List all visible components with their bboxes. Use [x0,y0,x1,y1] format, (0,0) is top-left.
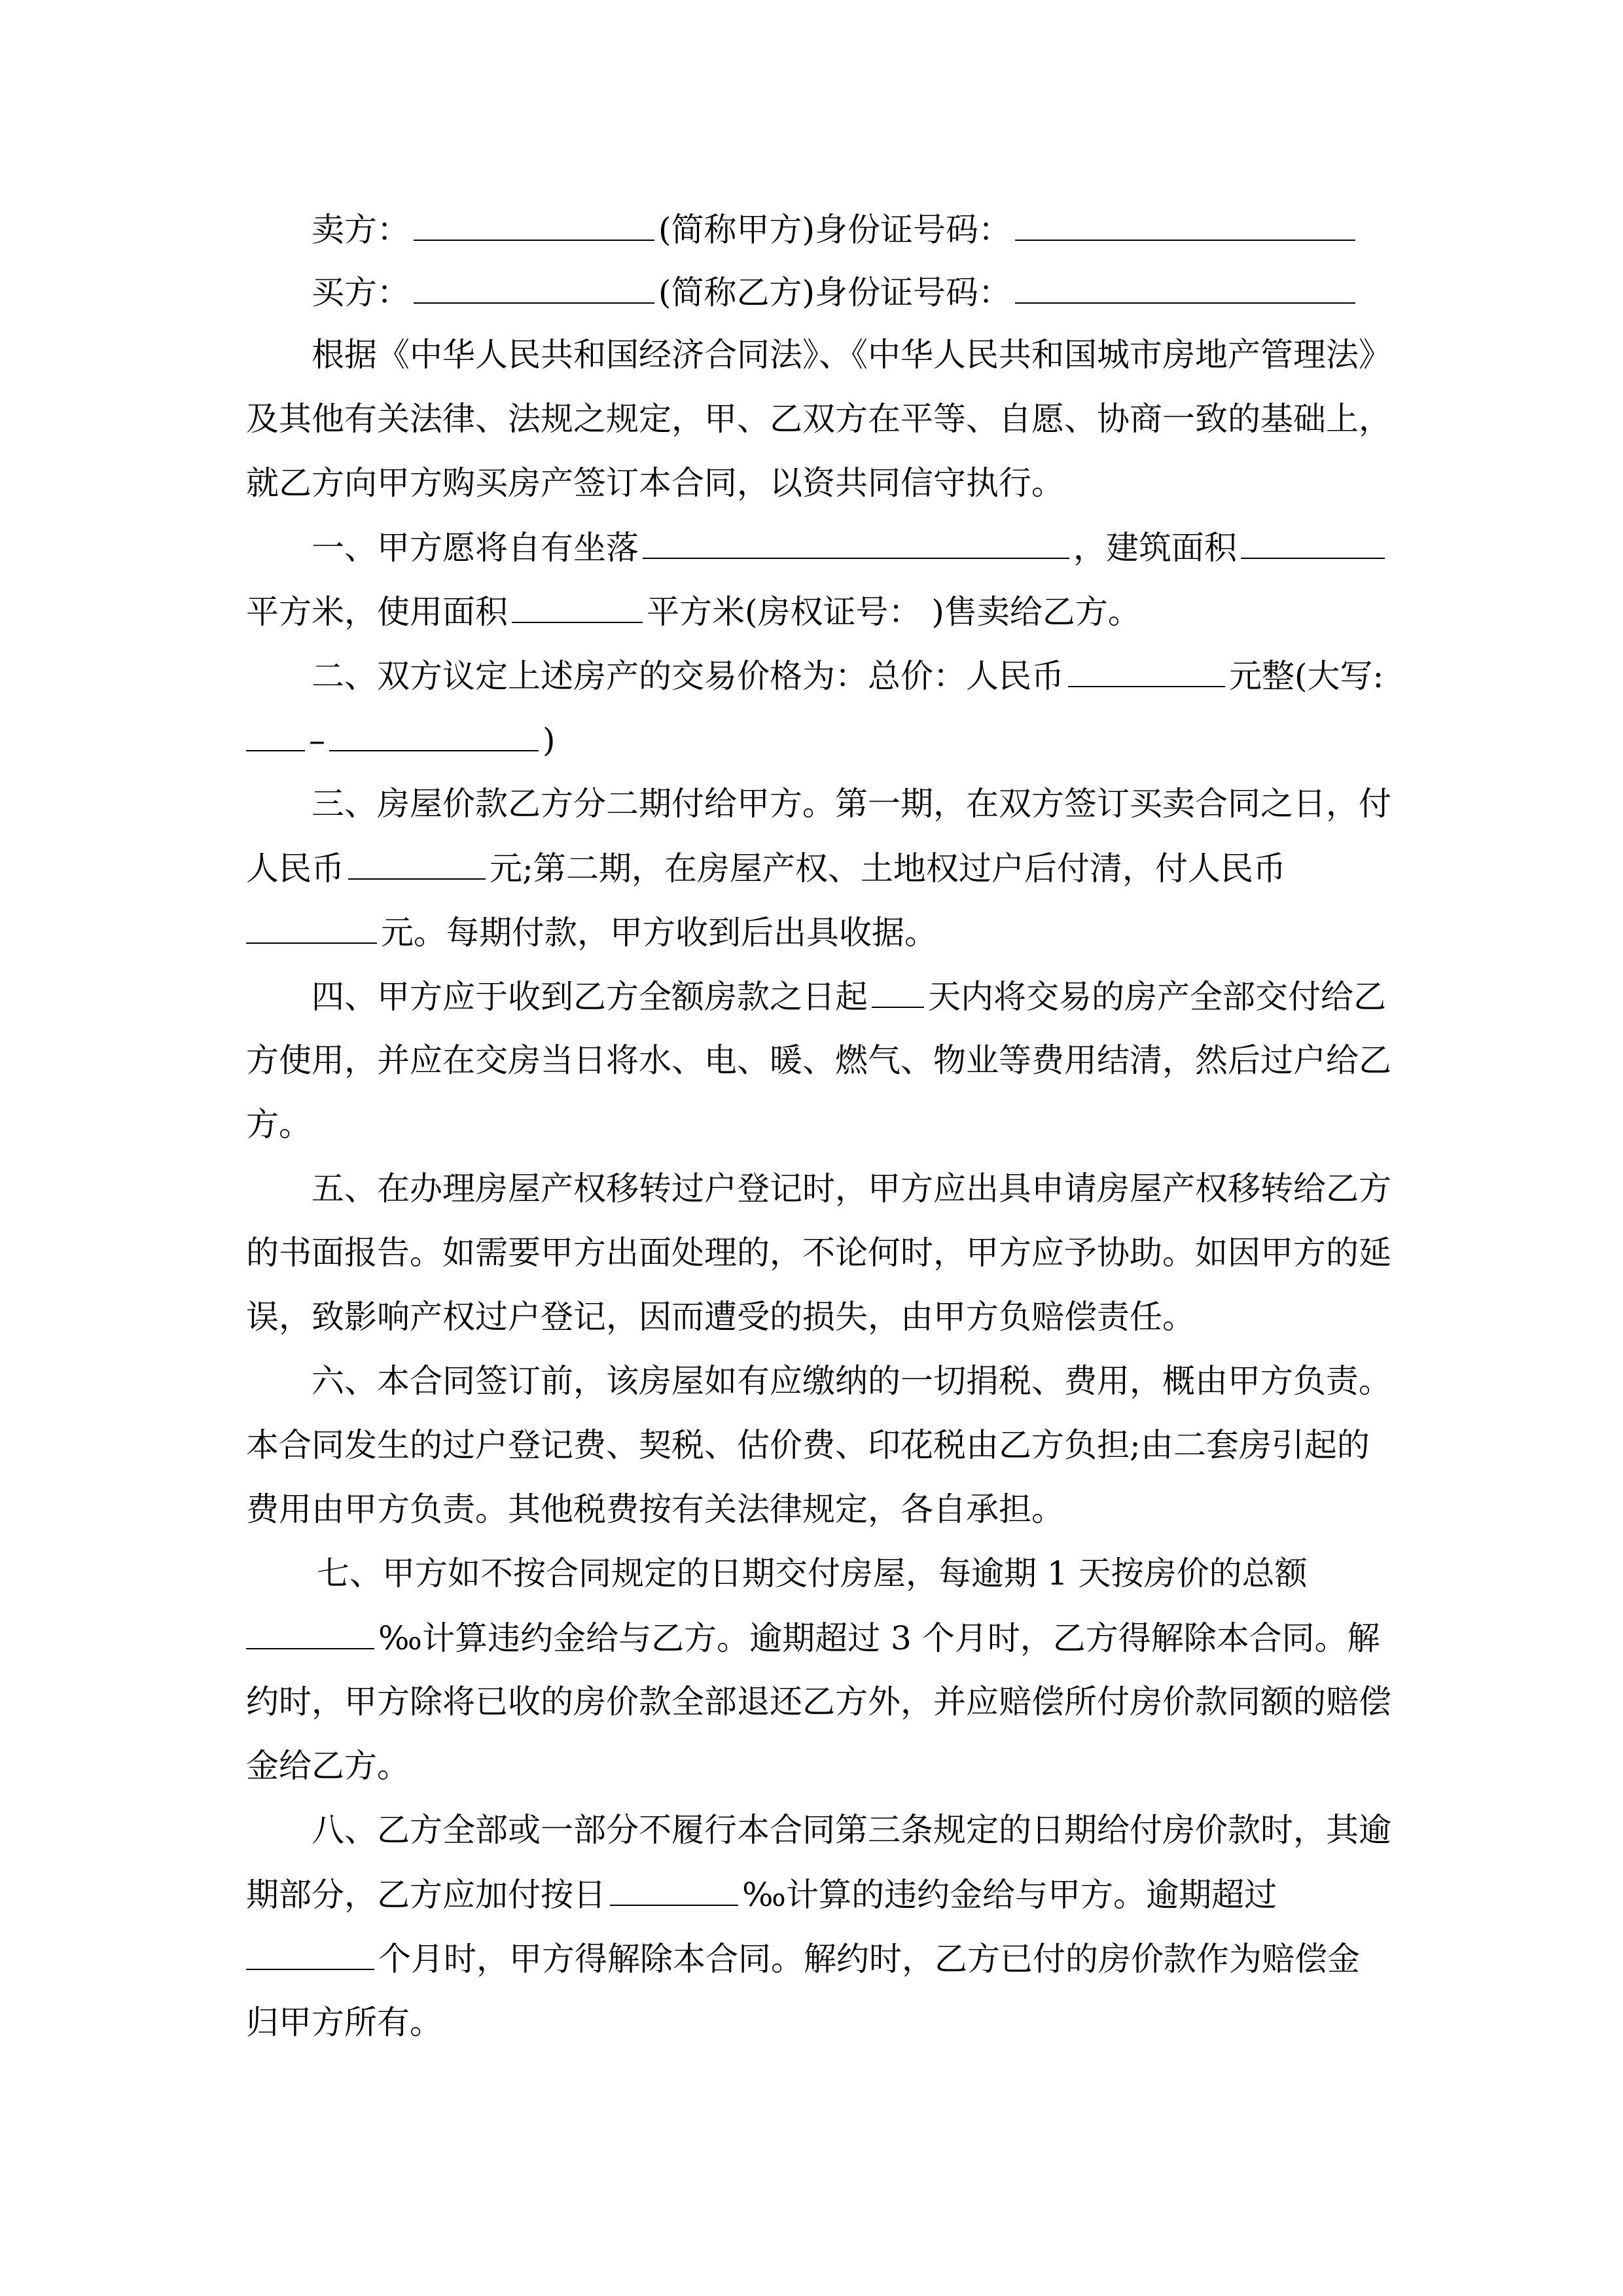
art7-line-4: 金给乙方。 [246,1747,410,1785]
buyer-name-blank[interactable] [414,272,654,304]
intro-line-1: 根据《中华人民共和国经济合同法》、《中华人民共和国城市房地产管理法》 [312,336,1391,374]
art8-line-4: 归甲方所有。 [246,2003,442,2041]
penalty-rate-blank[interactable] [246,1618,374,1649]
art5-line-2: 的书面报告。如需要甲方出面处理的，不论何时，甲方应予协助。如因甲方的延 [246,1234,1391,1272]
art3-line-1: 三、房屋价款乙方分二期付给甲方。第一期，在双方签订买卖合同之日，付 [312,785,1391,823]
art4-line-3: 方。 [246,1105,312,1143]
art8-text-c: 个月时，甲方得解除本合同。解约时，乙方已付的房价款作为赔偿金 [378,1940,1360,1978]
price-words-blank-2[interactable] [329,720,539,751]
art6-line-3: 费用由甲方负责。其他税费按有关法律规定，各自承担。 [246,1490,1064,1528]
first-payment-blank[interactable] [348,848,486,880]
art4-line-2: 方使用，并应在交房当日将水、电、暖、燃气、物业等费用结清，然后过户给乙 [246,1041,1391,1079]
art2-line-2 [246,720,556,759]
art7-line-1: 七、甲方如不按合同规定的日期交付房屋，每逾期 1 天按房价的总额 [317,1554,1308,1592]
seller-line [312,209,1359,249]
art8-line-3 [246,1939,1360,1978]
art2-text-a: 二、双方议定上述房产的交易价格为：总价：人民币 [312,657,1064,695]
location-blank[interactable] [643,528,1069,559]
art3-text-b: 元;第二期，在房屋产权、土地权过户后付清，付人民币 [490,850,1286,888]
art3-line-3 [246,912,937,952]
art7-line-3: 约时，甲方除将已收的房价款全部退还乙方外，并应赔偿所付房价款同额的赔偿 [246,1683,1391,1721]
seller-name-blank[interactable] [414,209,654,241]
usable-area-blank[interactable] [512,592,643,623]
overdue-months-blank[interactable] [246,1939,374,1970]
art7-text-b: ‰计算违约金给与乙方。逾期超过 3 个月时，乙方得解除本合同。解 [378,1619,1380,1657]
art1-text-d: 平方米(房权证号： )售卖给乙方。 [647,593,1141,631]
buyer-alias: (简称乙方)身份证号码： [658,274,1012,312]
art5-line-1: 五、在办理房屋产权移转过户登记时，甲方应出具申请房屋产权移转给乙方 [312,1170,1391,1208]
art7-line-2 [246,1618,1380,1657]
seller-alias: (简称甲方)身份证号码： [658,211,1012,249]
intro-line-2: 及其他有关法律、法规之规定，甲、乙双方在平等、自愿、协商一致的基础上， [246,400,1391,438]
art2-line-1 [312,656,1383,695]
art3-line-2 [246,848,1286,888]
art4-text-b: 天内将交易的房产全部交付给乙 [928,978,1386,1016]
art6-line-2: 本合同发生的过户登记费、契税、估价费、印花税由乙方负担;由二套房引起的 [246,1426,1370,1464]
art1-text-c: 平方米，使用面积 [246,593,508,631]
building-area-blank[interactable] [1241,528,1385,559]
buyer-id-blank[interactable] [1015,272,1355,304]
art8-line-2 [246,1874,1277,1914]
art8-text-b: ‰计算的违约金给与甲方。逾期超过 [742,1876,1277,1914]
seller-label: 卖方： [312,211,410,249]
art1-text-a: 一、甲方愿将自有坐落 [312,529,639,567]
total-price-blank[interactable] [1068,656,1225,687]
price-words-blank-1[interactable] [246,720,305,751]
art1-line-2 [246,592,1141,631]
art2-text-b: 元整(大写: [1229,657,1384,695]
delivery-days-blank[interactable] [872,977,924,1008]
art6-line-1: 六、本合同签订前，该房屋如有应缴纳的一切捐税、费用，概由甲方负责。 [312,1362,1391,1400]
art5-line-3: 误，致影响产权过户登记，因而遭受的损失，由甲方负赔偿责任。 [246,1298,1195,1336]
buyer-label: 买方： [312,274,410,312]
art8-line-1: 八、乙方全部或一部分不履行本合同第三条规定的日期给付房价款时，其逾 [312,1811,1391,1849]
second-payment-blank[interactable] [246,912,377,944]
art1-text-b: ，建筑面积 [1073,529,1237,567]
art4-line-1 [312,977,1386,1016]
art1-line-1 [312,528,1389,567]
art4-text-a: 四、甲方应于收到乙方全额房款之日起 [312,978,868,1016]
art3-text-a: 人民币 [246,850,344,888]
buyer-line [312,272,1359,312]
intro-line-3: 就乙方向甲方购买房产签订本合同，以资共同信守执行。 [246,464,1064,502]
daily-penalty-rate-blank[interactable] [610,1874,738,1906]
art2-close: ) [543,721,556,759]
art2-dash: – [309,721,325,759]
art8-text-a: 期部分，乙方应加付按日 [246,1876,606,1914]
art3-text-c: 元。每期付款，甲方收到后出具收据。 [381,914,937,952]
seller-id-blank[interactable] [1015,209,1355,241]
